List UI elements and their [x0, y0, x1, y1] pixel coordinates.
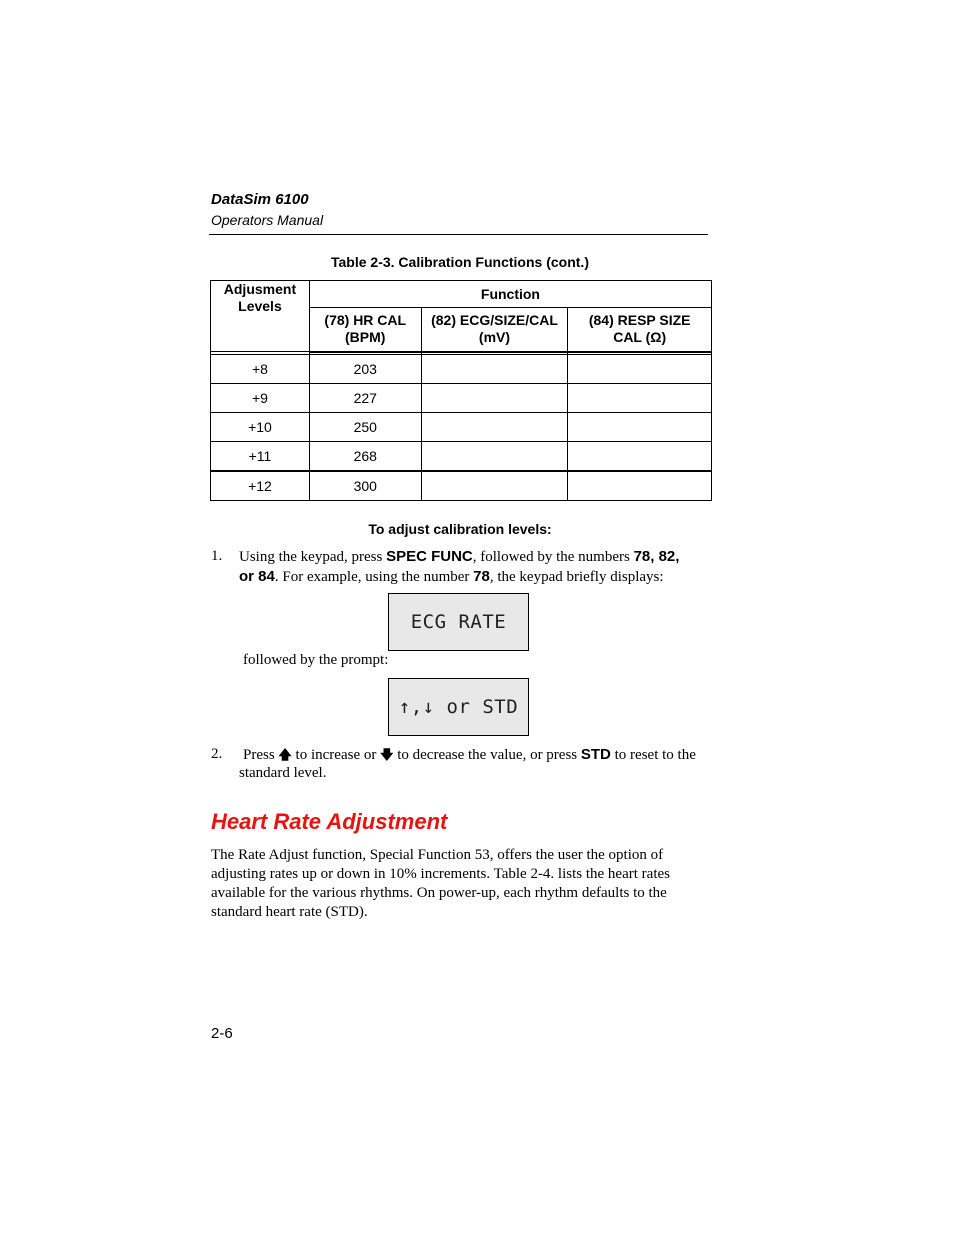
header-hr-cal-line1: (78) HR CAL: [324, 312, 407, 329]
cell-hr: 203: [309, 354, 421, 383]
step2-text-part: to reset to the: [610, 747, 696, 763]
step1-text-part: , the keypad briefly displays:: [489, 569, 664, 585]
step2-text-part: to increase or: [291, 747, 381, 763]
cell-level: +10: [211, 412, 310, 441]
header-function: Function: [309, 281, 711, 308]
header-adj-line1: Adjusment: [223, 281, 297, 297]
down-arrow-icon: 🡇: [380, 747, 394, 762]
cell-level: +11: [211, 441, 310, 471]
header-ecg-size-cal: [421, 308, 568, 352]
cell-ecg: [421, 354, 568, 383]
cell-ecg: [421, 441, 568, 471]
lcd-display-prompt: [388, 678, 529, 736]
table-row: [211, 471, 712, 501]
header-hr-cal: [309, 308, 421, 352]
calibration-table: [210, 280, 712, 501]
page-number: 2-6: [211, 1025, 233, 1042]
document-subtitle: Operators Manual: [211, 212, 324, 228]
paragraph-line: adjusting rates up or down in 10% increments. Table 2-4. lists the heart rates: [211, 866, 670, 882]
example-number: 78: [473, 568, 490, 585]
step2-text-part: to decrease the value, or press: [393, 747, 581, 763]
header-resp-size-cal: [568, 308, 712, 352]
header-ecg-line2: (mV): [478, 329, 511, 346]
step1-text-part: , followed by the numbers: [472, 549, 634, 565]
function-numbers: 78, 82,: [633, 548, 680, 565]
lcd-text: ECG RATE: [410, 611, 507, 633]
step2-number: 2.: [211, 746, 223, 762]
table-row: [211, 383, 712, 412]
cell-hr: 250: [309, 412, 421, 441]
step2-text: [243, 745, 713, 765]
table-row: [211, 354, 712, 383]
table-row: [211, 412, 712, 441]
paragraph-line: standard heart rate (STD).: [211, 904, 368, 920]
cell-ecg: [421, 412, 568, 441]
step1-text-part: . For example, using the number: [274, 569, 474, 585]
cell-resp: [568, 383, 712, 412]
document-title: DataSim 6100: [211, 191, 309, 208]
cell-resp: [568, 441, 712, 471]
lcd-display-ecg-rate: [388, 593, 529, 651]
cell-hr: 300: [309, 471, 421, 501]
cell-ecg: [421, 383, 568, 412]
table-row: [211, 441, 712, 471]
header-divider: [209, 234, 708, 235]
cell-level: +8: [211, 354, 310, 383]
lcd-text: ↑,↓ or STD: [398, 696, 519, 718]
step1-number: 1.: [211, 548, 223, 564]
std-key: STD: [580, 746, 611, 763]
section-heading: Heart Rate Adjustment: [211, 809, 448, 834]
spec-func-key: SPEC FUNC: [386, 548, 473, 565]
function-numbers-cont: or 84: [239, 568, 275, 585]
step2-text-line2: standard level.: [239, 765, 327, 781]
cell-ecg: [421, 471, 568, 501]
header-hr-cal-line2: (BPM): [345, 329, 386, 346]
cell-hr: 227: [309, 383, 421, 412]
followed-by-text: followed by the prompt:: [243, 652, 389, 668]
paragraph-line: The Rate Adjust function, Special Function 53, offers the user the option of: [211, 847, 664, 863]
instructions-subheading: To adjust calibration levels:: [368, 521, 552, 537]
header-adjustment-levels: [211, 281, 310, 352]
step2-text-part: Press: [243, 747, 279, 763]
up-arrow-icon: 🡅: [278, 747, 292, 762]
header-resp-line2: CAL (Ω): [613, 329, 667, 346]
step1-text: [239, 547, 709, 587]
header-adj-line2: Levels: [238, 298, 282, 314]
step1-text-part: Using the keypad, press: [239, 549, 387, 565]
cell-resp: [568, 471, 712, 501]
table-caption: Table 2-3. Calibration Functions (cont.): [331, 254, 589, 270]
header-resp-line1: (84) RESP SIZE: [588, 312, 691, 329]
header-ecg-line1: (82) ECG/SIZE/CAL: [431, 312, 558, 329]
cell-hr: 268: [309, 441, 421, 471]
paragraph-line: available for the various rhythms. On power-up, each rhythm defaults to the: [211, 885, 667, 901]
cell-resp: [568, 412, 712, 441]
cell-level: +12: [211, 471, 310, 501]
cell-resp: [568, 354, 712, 383]
cell-level: +9: [211, 383, 310, 412]
section-paragraph: [211, 846, 711, 922]
